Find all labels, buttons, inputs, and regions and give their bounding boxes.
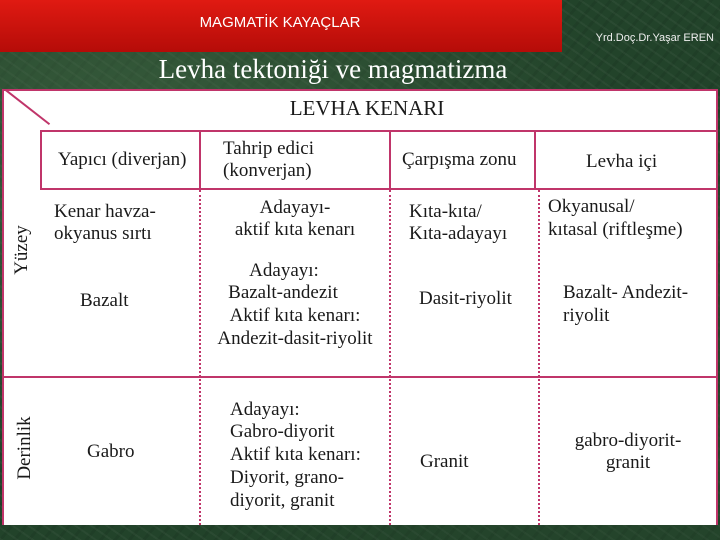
surface-intraplate-rock-2: riyolit <box>563 305 610 326</box>
surface-convergent-rock-2: Bazalt-andezit <box>228 282 338 303</box>
row-label-surface: Yüzey <box>11 225 32 275</box>
author-label: Yrd.Doç.Dr.Yaşar EREN <box>595 32 714 44</box>
surface-intraplate-setting-1: Okyanusal/ <box>548 196 635 217</box>
grid-line <box>389 130 391 188</box>
surface-divergent-rock: Bazalt <box>80 290 129 311</box>
depth-convergent-5: diyorit, granit <box>230 490 335 511</box>
row-label-depth: Derinlik <box>14 416 35 480</box>
header-bar <box>0 0 562 52</box>
surface-collision-setting-1: Kıta-kıta/ <box>409 201 482 222</box>
column-header-divergent: Yapıcı (diverjan) <box>58 149 187 170</box>
surface-convergent-rock-4: Andezit-dasit-riyolit <box>217 328 373 349</box>
surface-convergent-setting-1: Adayayı- <box>259 197 331 218</box>
grid-line <box>538 190 540 525</box>
depth-convergent-4: Diyorit, grano- <box>230 467 344 488</box>
grid-line <box>2 89 718 91</box>
column-header-convergent-line2: (konverjan) <box>223 160 312 181</box>
surface-collision-rock: Dasit-riyolit <box>419 288 512 309</box>
column-header-convergent-line1: Tahrip edici <box>223 138 314 159</box>
grid-line <box>40 188 718 190</box>
depth-convergent-3: Aktif kıta kenarı: <box>230 444 361 465</box>
grid-line <box>2 89 4 525</box>
slide-subtitle: Levha tektoniği ve magmatizma <box>158 54 508 84</box>
grid-line <box>40 130 42 188</box>
column-header-collision: Çarpışma zonu <box>402 149 517 170</box>
slide-title: MAGMATİK KAYAÇLAR <box>199 14 361 31</box>
surface-divergent-setting-1: Kenar havza- <box>54 201 156 222</box>
surface-divergent-setting-2: okyanus sırtı <box>54 223 152 244</box>
surface-convergent-rock-1: Adayayı: <box>249 260 319 281</box>
depth-divergent-rock: Gabro <box>87 441 135 462</box>
depth-intraplate-1: gabro-diyorit- <box>574 430 682 451</box>
column-header-intraplate: Levha içi <box>586 151 658 172</box>
grid-line <box>199 130 201 188</box>
grid-line <box>5 89 50 125</box>
surface-convergent-setting-2: aktif kıta kenarı <box>234 219 356 240</box>
depth-convergent-1: Adayayı: <box>230 399 300 420</box>
surface-convergent-rock-3: Aktif kıta kenarı: <box>229 305 361 326</box>
plate-tectonics-table <box>2 89 718 525</box>
depth-intraplate-2: granit <box>605 452 651 473</box>
surface-collision-setting-2: Kıta-adayayı <box>409 223 508 244</box>
depth-collision-rock: Granit <box>420 451 469 472</box>
plate-margin-header: LEVHA KENARI <box>289 96 445 120</box>
depth-convergent-2: Gabro-diyorit <box>230 421 335 442</box>
grid-line <box>534 130 536 188</box>
surface-intraplate-rock-1: Bazalt- Andezit- <box>563 282 689 303</box>
surface-intraplate-setting-2: kıtasal (riftleşme) <box>548 219 683 240</box>
grid-line <box>199 190 201 525</box>
grid-line <box>389 190 391 525</box>
grid-line <box>40 130 718 132</box>
grid-line <box>2 376 718 378</box>
